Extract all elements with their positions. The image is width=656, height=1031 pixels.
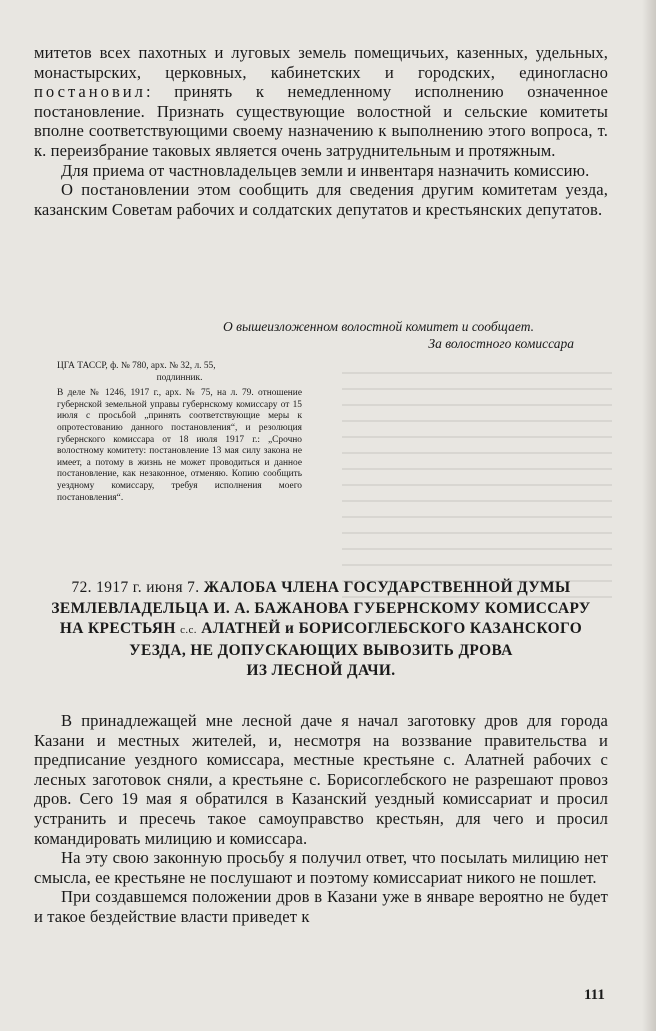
text-run: : принять к немедленному исполнению означенное постановление. Признать существующие волостной и сельские комитеты вполне соответствующими своему назначению к выполнению этого вопроса, т. к. переизбрание таковых является очень затруднительным и протяжным. bbox=[34, 82, 608, 160]
doc-number: 72. 1917 г. июня 7. bbox=[71, 579, 200, 596]
body-paragraph-2: На эту свою законную просьбу я получил ответ, что посылать милицию нет смысла, ее крестьяне не послушают и поэтому комиссариат никого не пошлет. bbox=[34, 848, 608, 887]
heading-line-5: ИЗ ЛЕСНОЙ ДАЧИ. bbox=[246, 662, 396, 680]
text-run: митетов всех пахотных и луговых земель помещичьих, казенных, удельных, монастырских, церковных, кабинетских и городских, единогласно bbox=[34, 43, 608, 82]
document-heading bbox=[34, 578, 608, 682]
page-edge-shadow bbox=[642, 0, 656, 1031]
heading-line-4: УЕЗДА, НЕ ДОПУСКАЮЩИХ ВЫВОЗИТЬ ДРОВА bbox=[129, 641, 513, 659]
heading-line-1 bbox=[34, 578, 608, 599]
heading-line-2: ЗЕМЛЕВЛАДЕЛЬЦА И. А. БАЖАНОВА ГУБЕРНСКОМУ КОМИССАРУ bbox=[51, 599, 591, 617]
signature-line-1: О вышеизложенном волостной комитет и сообщает. bbox=[222, 319, 534, 334]
paragraph-committee-resolution bbox=[34, 43, 608, 161]
signature-block bbox=[34, 318, 574, 352]
source-ref: ЦГА ТАССР, ф. № 780, арх. № 32, л. 55, bbox=[57, 361, 216, 371]
complaint-body bbox=[34, 711, 608, 927]
source-sub: подлинник. bbox=[156, 372, 203, 383]
archive-source bbox=[57, 361, 302, 384]
body-paragraph-1: В принадлежащей мне лесной даче я начал заготовку дров для города Казани и местных жителей, и, несмотря на воззвание правительства и предписание уездного комиссара, местные крестьяне с. Алатней рабочих с лесных заготовок сняли, а крестьяне с. Борисоглебского не разрешают провоз дров. Сего 19 мая я обратился в Казанский уездный комиссариат и просил устранить и пресечь такое самоуправство крестьян, для чего и просил командировать милицию и комиссара. bbox=[34, 711, 608, 848]
heading-text: ЖАЛОБА ЧЛЕНА ГОСУДАРСТВЕННОЙ ДУМЫ bbox=[203, 579, 571, 596]
spaced-word: постановил bbox=[34, 82, 146, 102]
heading-line-3 bbox=[34, 619, 608, 641]
body-paragraph-3: При создавшемся положении дров в Казани уже в январе вероятно не будет и такое бездействие власти приведет к bbox=[34, 887, 608, 926]
archive-note-text: В деле № 1246, 1917 г., арх. № 75, на л. 79. отношение губернской земельной управы губернскому комиссару от 15 июля с просьбой „принять соответствующие меры к опротестованию данного постановления“, и резолюция губернского комиссара от 18 июля 1917 г.: „Срочно волостному комитету: постановление 13 мая силу закона не имеет, а потому в жизнь не может проводиться и данное постановление, как незаконное, отменяю. Копию сообщить уездному комиссару, требуя исполнения моего постановления“. bbox=[57, 388, 302, 503]
signature-line-2: За волостного комиссара bbox=[428, 336, 574, 351]
heading-abbr: с.с. bbox=[180, 624, 197, 637]
paragraph-notification: О постановлении этом сообщить для сведения другим комитетам уезда, казанским Советам рабочих и солдатских депутатов и крестьянских депутатов. bbox=[34, 180, 608, 219]
page-number: 111 bbox=[584, 987, 605, 1003]
archival-notes bbox=[57, 361, 302, 504]
show-through-texture bbox=[342, 372, 612, 612]
heading-text: АЛАТНЕЙ и БОРИСОГЛЕБСКОГО КАЗАНСКОГО bbox=[201, 620, 583, 638]
heading-text: НА КРЕСТЬЯН bbox=[59, 620, 176, 638]
paragraph-commission: Для приема от частновладельцев земли и инвентаря назначить комиссию. bbox=[61, 160, 590, 180]
top-text-block bbox=[34, 43, 608, 219]
